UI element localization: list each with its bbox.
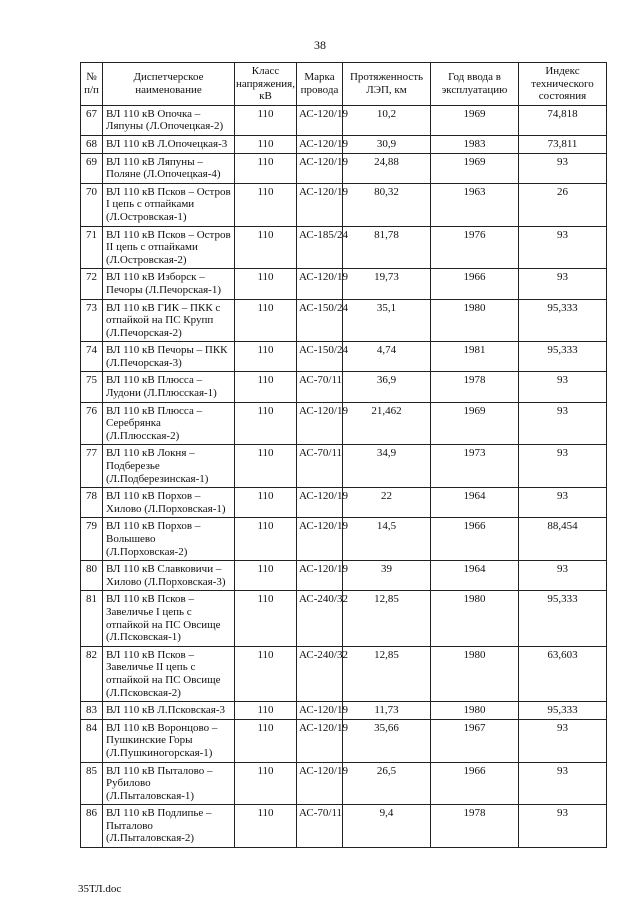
row-number: 81	[81, 591, 103, 646]
voltage-class: 110	[235, 105, 297, 135]
voltage-class: 110	[235, 226, 297, 269]
line-length: 30,9	[343, 135, 431, 153]
commission-year: 1973	[431, 445, 519, 488]
wire-grade: АС-240/32	[297, 591, 343, 646]
voltage-class: 110	[235, 269, 297, 299]
commission-year: 1969	[431, 153, 519, 183]
table-row	[81, 646, 607, 701]
table-row	[81, 153, 607, 183]
table-row	[81, 702, 607, 720]
commission-year: 1964	[431, 561, 519, 591]
wire-grade: АС-150/24	[297, 299, 343, 342]
header-index: Индекс технического состояния	[519, 63, 607, 106]
commission-year: 1980	[431, 646, 519, 701]
table-row	[81, 445, 607, 488]
row-number: 79	[81, 518, 103, 561]
footer-filename: 35ТЛ.doc	[78, 883, 122, 895]
table-row	[81, 135, 607, 153]
voltage-class: 110	[235, 646, 297, 701]
commission-year: 1980	[431, 591, 519, 646]
wire-grade: АС-70/11	[297, 445, 343, 488]
condition-index: 95,333	[519, 342, 607, 372]
voltage-class: 110	[235, 183, 297, 226]
line-length: 34,9	[343, 445, 431, 488]
voltage-class: 110	[235, 561, 297, 591]
line-length: 36,9	[343, 372, 431, 402]
wire-grade: АС-120/19	[297, 402, 343, 445]
line-name: ВЛ 110 кВ Л.Псковская-3	[103, 702, 235, 720]
condition-index: 93	[519, 762, 607, 805]
line-name: ВЛ 110 кВ Порхов – Волышево (Л.Порховская-2)	[103, 518, 235, 561]
wire-grade: АС-120/19	[297, 561, 343, 591]
line-name: ВЛ 110 кВ Печоры – ПКК (Л.Печорская-3)	[103, 342, 235, 372]
line-length: 10,2	[343, 105, 431, 135]
wire-grade: АС-120/19	[297, 762, 343, 805]
line-name: ВЛ 110 кВ Псков – Завеличье I цепь с отпайкой на ПС Овсище (Л.Псковская-1)	[103, 591, 235, 646]
commission-year: 1976	[431, 226, 519, 269]
voltage-class: 110	[235, 591, 297, 646]
condition-index: 95,333	[519, 702, 607, 720]
table-body	[81, 105, 607, 847]
line-length: 12,85	[343, 646, 431, 701]
row-number: 72	[81, 269, 103, 299]
line-name: ВЛ 110 кВ Псков – Остров II цепь с отпайками (Л.Островская-2)	[103, 226, 235, 269]
line-length: 35,1	[343, 299, 431, 342]
condition-index: 93	[519, 719, 607, 762]
row-number: 83	[81, 702, 103, 720]
commission-year: 1966	[431, 269, 519, 299]
table-row	[81, 105, 607, 135]
voltage-class: 110	[235, 135, 297, 153]
table-row	[81, 561, 607, 591]
line-length: 35,66	[343, 719, 431, 762]
line-length: 21,462	[343, 402, 431, 445]
commission-year: 1966	[431, 762, 519, 805]
condition-index: 93	[519, 805, 607, 848]
wire-grade: АС-120/19	[297, 183, 343, 226]
table-row	[81, 299, 607, 342]
wire-grade: АС-120/19	[297, 105, 343, 135]
line-name: ВЛ 110 кВ Л.Опочецкая-3	[103, 135, 235, 153]
wire-grade: АС-70/11	[297, 372, 343, 402]
power-lines-table	[80, 62, 607, 848]
commission-year: 1967	[431, 719, 519, 762]
table-row	[81, 518, 607, 561]
wire-grade: АС-120/19	[297, 135, 343, 153]
voltage-class: 110	[235, 153, 297, 183]
wire-grade: АС-240/32	[297, 646, 343, 701]
line-name: ВЛ 110 кВ Плюсса – Серебрянка (Л.Плюсская-2)	[103, 402, 235, 445]
wire-grade: АС-120/19	[297, 702, 343, 720]
table-row	[81, 591, 607, 646]
row-number: 86	[81, 805, 103, 848]
condition-index: 93	[519, 445, 607, 488]
condition-index: 93	[519, 372, 607, 402]
voltage-class: 110	[235, 518, 297, 561]
line-name: ВЛ 110 кВ Воронцово – Пушкинские Горы (Л.Пушкиногорская-1)	[103, 719, 235, 762]
commission-year: 1980	[431, 299, 519, 342]
condition-index: 63,603	[519, 646, 607, 701]
line-length: 24,88	[343, 153, 431, 183]
header-number: № п/п	[81, 63, 103, 106]
commission-year: 1981	[431, 342, 519, 372]
commission-year: 1980	[431, 702, 519, 720]
row-number: 75	[81, 372, 103, 402]
line-length: 11,73	[343, 702, 431, 720]
header-year: Год ввода в эксплуатацию	[431, 63, 519, 106]
line-name: ВЛ 110 кВ Изборск – Печоры (Л.Печорская-1)	[103, 269, 235, 299]
commission-year: 1964	[431, 488, 519, 518]
condition-index: 95,333	[519, 299, 607, 342]
header-voltage: Класс напряжения, кВ	[235, 63, 297, 106]
line-length: 26,5	[343, 762, 431, 805]
line-length: 9,4	[343, 805, 431, 848]
voltage-class: 110	[235, 762, 297, 805]
condition-index: 93	[519, 153, 607, 183]
row-number: 80	[81, 561, 103, 591]
line-length: 81,78	[343, 226, 431, 269]
condition-index: 93	[519, 561, 607, 591]
table-row	[81, 342, 607, 372]
voltage-class: 110	[235, 342, 297, 372]
row-number: 78	[81, 488, 103, 518]
table-row	[81, 269, 607, 299]
voltage-class: 110	[235, 805, 297, 848]
row-number: 82	[81, 646, 103, 701]
voltage-class: 110	[235, 372, 297, 402]
condition-index: 93	[519, 269, 607, 299]
line-name: ВЛ 110 кВ Локня – Подберезье (Л.Подберезинская-1)	[103, 445, 235, 488]
header-wire: Марка провода	[297, 63, 343, 106]
condition-index: 74,818	[519, 105, 607, 135]
commission-year: 1969	[431, 105, 519, 135]
table-row	[81, 402, 607, 445]
line-name: ВЛ 110 кВ Плюсса – Лудони (Л.Плюсская-1)	[103, 372, 235, 402]
voltage-class: 110	[235, 488, 297, 518]
row-number: 85	[81, 762, 103, 805]
header-name: Диспетчерское наименование	[103, 63, 235, 106]
line-length: 19,73	[343, 269, 431, 299]
wire-grade: АС-120/19	[297, 153, 343, 183]
row-number: 71	[81, 226, 103, 269]
page-number: 38	[314, 38, 326, 52]
commission-year: 1966	[431, 518, 519, 561]
line-length: 80,32	[343, 183, 431, 226]
wire-grade: АС-150/24	[297, 342, 343, 372]
commission-year: 1963	[431, 183, 519, 226]
commission-year: 1978	[431, 372, 519, 402]
row-number: 84	[81, 719, 103, 762]
row-number: 76	[81, 402, 103, 445]
line-length: 14,5	[343, 518, 431, 561]
header-length: Протяженность ЛЭП, км	[343, 63, 431, 106]
line-name: ВЛ 110 кВ Псков – Остров I цепь с отпайками (Л.Островская-1)	[103, 183, 235, 226]
voltage-class: 110	[235, 299, 297, 342]
row-number: 73	[81, 299, 103, 342]
wire-grade: АС-120/19	[297, 269, 343, 299]
row-number: 67	[81, 105, 103, 135]
table-row	[81, 226, 607, 269]
voltage-class: 110	[235, 445, 297, 488]
table-row	[81, 719, 607, 762]
table-row	[81, 805, 607, 848]
line-name: ВЛ 110 кВ Псков – Завеличье II цепь с отпайкой на ПС Овсище (Л.Псковская-2)	[103, 646, 235, 701]
line-name: ВЛ 110 кВ Порхов – Хилово (Л.Порховская-1)	[103, 488, 235, 518]
commission-year: 1983	[431, 135, 519, 153]
condition-index: 95,333	[519, 591, 607, 646]
line-name: ВЛ 110 кВ Пыталово – Рубилово (Л.Пыталовская-1)	[103, 762, 235, 805]
row-number: 69	[81, 153, 103, 183]
line-name: ВЛ 110 кВ Славковичи – Хилово (Л.Порховская-3)	[103, 561, 235, 591]
condition-index: 73,811	[519, 135, 607, 153]
line-length: 4,74	[343, 342, 431, 372]
line-name: ВЛ 110 кВ Подлипье – Пыталово (Л.Пыталовская-2)	[103, 805, 235, 848]
table-row	[81, 762, 607, 805]
condition-index: 93	[519, 488, 607, 518]
table-row	[81, 488, 607, 518]
condition-index: 88,454	[519, 518, 607, 561]
condition-index: 93	[519, 226, 607, 269]
commission-year: 1969	[431, 402, 519, 445]
row-number: 77	[81, 445, 103, 488]
row-number: 68	[81, 135, 103, 153]
wire-grade: АС-120/19	[297, 488, 343, 518]
voltage-class: 110	[235, 402, 297, 445]
line-length: 39	[343, 561, 431, 591]
wire-grade: АС-70/11	[297, 805, 343, 848]
table-row	[81, 183, 607, 226]
line-name: ВЛ 110 кВ Опочка – Ляпуны (Л.Опочецкая-2)	[103, 105, 235, 135]
line-name: ВЛ 110 кВ Ляпуны – Поляне (Л.Опочецкая-4)	[103, 153, 235, 183]
table-header-row	[81, 63, 607, 106]
commission-year: 1978	[431, 805, 519, 848]
row-number: 70	[81, 183, 103, 226]
row-number: 74	[81, 342, 103, 372]
voltage-class: 110	[235, 719, 297, 762]
wire-grade: АС-120/19	[297, 719, 343, 762]
table-row	[81, 372, 607, 402]
voltage-class: 110	[235, 702, 297, 720]
wire-grade: АС-120/19	[297, 518, 343, 561]
line-length: 12,85	[343, 591, 431, 646]
condition-index: 26	[519, 183, 607, 226]
wire-grade: АС-185/24	[297, 226, 343, 269]
condition-index: 93	[519, 402, 607, 445]
line-name: ВЛ 110 кВ ГИК – ПКК с отпайкой на ПС Крупп (Л.Печорская-2)	[103, 299, 235, 342]
line-length: 22	[343, 488, 431, 518]
